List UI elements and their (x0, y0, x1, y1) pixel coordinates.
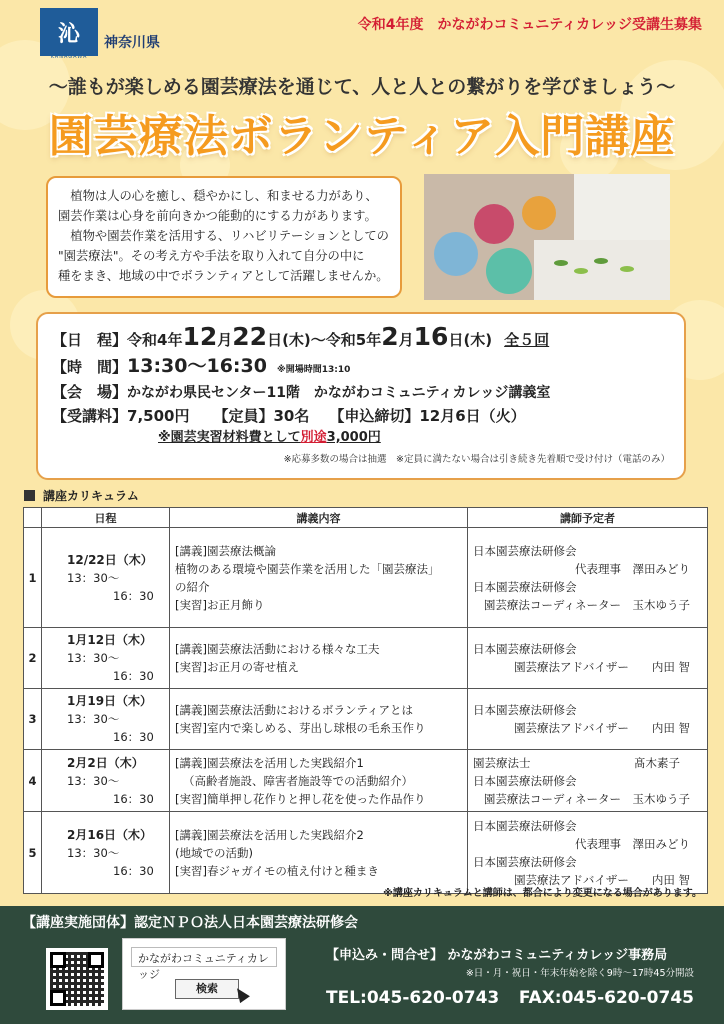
table-row: 2 1月12日（木） 13：30〜 16：30 [講義]園芸療法活動における様々な工夫 [実習]お正月の寄せ植え 日本園芸療法研修会 園芸療法アドバイザー 内田 智 (24, 628, 708, 689)
intro-line: "園芸療法"。その考え方や手法を取り入れて自分の中に (58, 249, 365, 263)
workshop-photo (424, 174, 670, 300)
fee-value: 7,500円 (127, 407, 190, 425)
search-button[interactable]: 検索 (175, 979, 239, 999)
table-header (24, 508, 708, 528)
start-month: 12 (182, 322, 218, 351)
fee-row: 【受講料】 7,500円 【定員】 30名 【申込締切】 12月6日（火） (52, 407, 526, 425)
table-row: 5 2月16日（木） 13：30〜 16：30 [講義]園芸療法を活用した実践紹介2 (地域での活動) [実習]春ジャガイモの植え付けと種まき 日本園芸療法研修会 代表理事 澤田みどり 日本園芸療法研修会 園芸療法アドバイザー 内田 智 (24, 812, 708, 894)
prefecture-name: 神奈川県 (104, 35, 160, 51)
qr-code-icon[interactable] (46, 948, 108, 1010)
start-day: 22 (232, 322, 268, 351)
organizer: 【講座実施団体】認定ＮＰＯ法人日本園芸療法研修会 (22, 915, 358, 931)
end-day: 16 (413, 322, 449, 351)
recruitment-banner: 令和4年度 かながわコミュニティカレッジ受講生募集 (357, 17, 702, 33)
office-hours: ※日・月・祝日・年末年始を除く9時〜17時45分開設 (465, 968, 694, 979)
venue-row: 【会 場】 かながわ県民センター11階 かながわコミュニティカレッジ講義室 (52, 383, 551, 401)
session-count: 全５回 (504, 331, 550, 349)
page-title: 園芸療法ボランティア入門講座 (48, 111, 676, 162)
contact-office: 【申込み・問合せ】 かながわコミュニティカレッジ事務局 (326, 948, 668, 963)
search-prompt (122, 938, 286, 1010)
end-month: 2 (381, 322, 399, 351)
opening-note: ※開場時間13:10 (276, 365, 351, 375)
venue-value: かながわ県民センター11階 かながわコミュニティカレッジ講義室 (127, 385, 551, 401)
intro-line: 植物は人の心を癒し、穏やかにし、和ませる力があり、 (58, 189, 378, 203)
fax-number: FAX:045-620-0745 (518, 988, 694, 1008)
material-fee: ※園芸実習材料費として別途3,000円 (158, 430, 381, 445)
col-date: 日程 (42, 508, 170, 528)
col-num (24, 508, 42, 528)
col-lecturer: 講師予定者 (468, 508, 708, 528)
lottery-note: ※応募多数の場合は抽選 ※定員に満たない場合は引き続き先着順で受け付け（電話のみ） (283, 454, 670, 465)
course-info (36, 312, 686, 480)
tagline: 〜誰もが楽しめる園芸療法を通じて、人と人との繋がりを学びましょう〜 (48, 76, 676, 98)
curriculum-note: ※講座カリキュラムと講師は、都合により変更になる場合があります。 (383, 888, 702, 899)
intro-box (46, 176, 402, 298)
table-row: 1 12/22日（木） 13：30〜 16：30 [講義]園芸療法概論 植物のある環境や園芸作業を活用した「園芸療法」 の紹介 [実習]お正月飾り 日本園芸療法研修会 代表理事 澤田みどり 日本園芸療法研修会 園芸療法コーディネーター 玉木ゆう子 (24, 528, 708, 628)
schedule-row: 【日 程】 令和4年 12 月 22 日(木)〜令和5年 2 月 16 日(木) 全５回 (52, 322, 550, 351)
phone-number[interactable]: TEL:045-620-0743 (326, 988, 500, 1008)
square-bullet-icon (24, 490, 35, 501)
col-content: 講義内容 (170, 508, 468, 528)
table-row: 3 1月19日（木） 13：30〜 16：30 [講義]園芸療法活動におけるボランティアとは [実習]室内で楽しめる、芽出し球根の毛糸玉作り 日本園芸療法研修会 園芸療法アドバイザー 内田 智 (24, 689, 708, 750)
time-row: 【時 間】 13:30〜16:30 ※開場時間13:10 (52, 351, 670, 378)
curriculum-heading: 講座カリキュラム (24, 487, 139, 504)
schedule-label: 【日 程】 (52, 331, 128, 349)
intro-line: 園芸作業は心身を前向きかつ能動的にする力があります。 (58, 209, 377, 223)
intro-line: 種をまき、地域の中でボランティアとして活躍しませんか。 (58, 269, 389, 283)
curriculum-table (23, 507, 708, 894)
time-value: 13:30〜16:30 (127, 355, 267, 377)
deadline-value: 12月6日（火） (419, 407, 526, 425)
search-input[interactable]: かながわコミュニティカレッジ (131, 947, 277, 967)
table-row: 4 2月2日（木） 13：30〜 16：30 [講義]園芸療法を活用した実践紹介1 （高齢者施設、障害者施設等での活動紹介） [実習]簡単押し花作りと押し花を使った作品作り 園芸療法士 髙木素子 日本園芸療法研修会 園芸療法コーディネーター 玉木ゆう子 (24, 750, 708, 812)
capacity-value: 30名 (273, 407, 310, 425)
intro-line: 植物や園芸作業を活用する、リハビリテーションとしての (58, 229, 389, 243)
kanagawa-logo: 沁 (40, 8, 98, 56)
logo-sub-text: KANAGAWA (50, 54, 88, 60)
